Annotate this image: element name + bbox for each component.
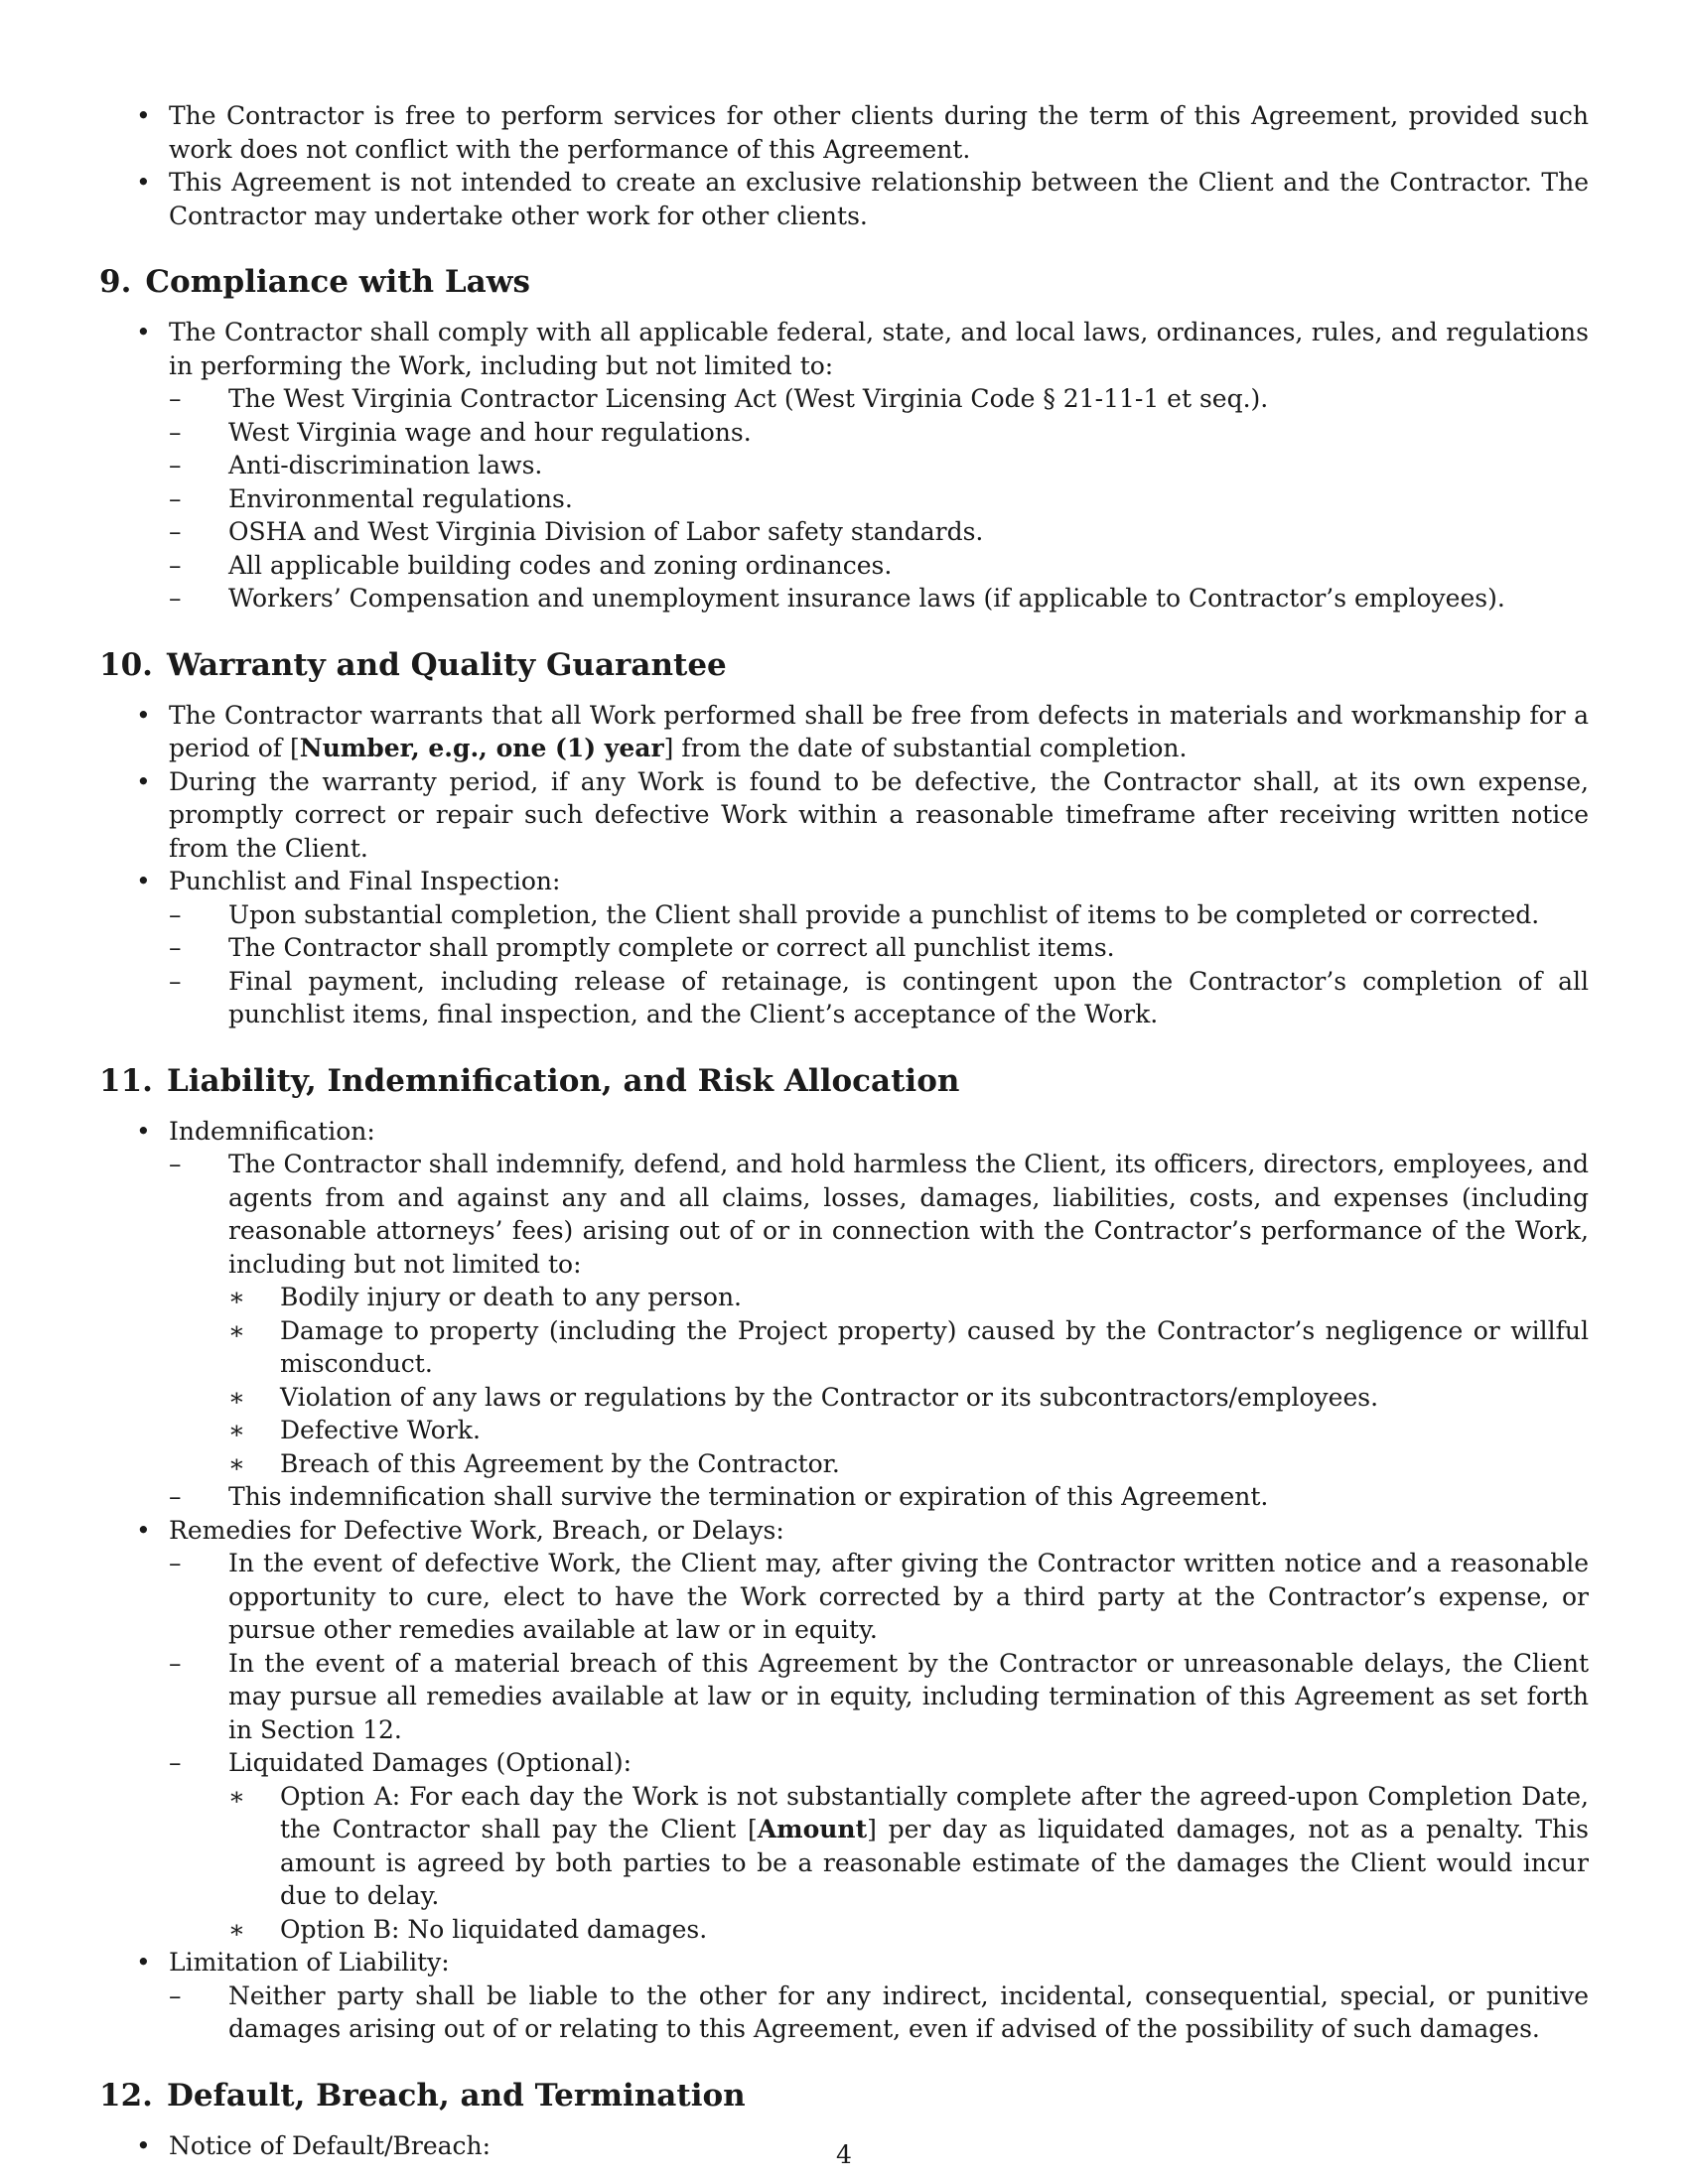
remedies-defective-work: – In the event of defective Work, the Client may, after giving the Contractor written notice and a reasonable opportunity to cure, elect to have the Work corrected by a third party at the Contractor’s expense, or pursue other remedies available at law or in equity. <box>169 1547 1589 1647</box>
liquidated-damages-item <box>169 1746 1589 1946</box>
warranty-period-placeholder: Number, e.g., one (1) year <box>299 734 664 762</box>
limitation-label: Limitation of Liability: <box>169 1948 450 1977</box>
section-10-heading <box>99 645 1589 685</box>
section-9-bullet <box>99 316 1589 615</box>
section-9-heading <box>99 262 1589 302</box>
section-9-title: Compliance with Laws <box>145 264 530 300</box>
intro-bullet-list <box>99 99 1589 232</box>
section-10-title: Warranty and Quality Guarantee <box>166 646 727 683</box>
limitation-text: – Neither party shall be liable to the other for any indirect, incidental, consequential, special, or punitive damages arising out of or relating to this Agreement, even if advised of the possibility of such damages. <box>169 1979 1589 2046</box>
section-11-heading <box>99 1061 1589 1101</box>
law-item-6: – All applicable building codes and zoning ordinances. <box>169 549 1589 583</box>
liquidated-damages-option-a <box>228 1780 1589 1913</box>
section-9-number: 9. <box>99 264 132 300</box>
warranty-text-pre: The Contractor warrants that all Work performed shall be free from defects in materials and workmanship for a period of [ <box>169 700 1589 762</box>
option-a-text-post: ] per day as liquidated damages, not as a penalty. This amount is agreed by both parties to be a reasonable estimate of the damages the Client would incur due to delay. <box>280 1815 1589 1910</box>
remedies-sublist <box>169 1547 1589 1946</box>
indemnification-item-3: ∗ Violation of any laws or regulations by the Contractor or its subcontractors/employees. <box>228 1381 1589 1415</box>
indemnification-item-4: ∗ Defective Work. <box>228 1414 1589 1447</box>
indemnification-bullet <box>99 1115 1589 1514</box>
section-12-number: 12. <box>99 2077 153 2114</box>
section-10-list <box>99 699 1589 1031</box>
punchlist-item-2: – The Contractor shall promptly complete or correct all punchlist items. <box>169 931 1589 965</box>
law-item-3: – Anti-discrimination laws. <box>169 449 1589 482</box>
limitation-sublist <box>169 1979 1589 2046</box>
section-10-number: 10. <box>99 646 153 683</box>
indemnification-sublist <box>169 1148 1589 1514</box>
page-number: 4 <box>836 2140 852 2169</box>
remedies-breach: – In the event of a material breach of this Agreement by the Contractor or unreasonable delays, the Client may pursue all remedies available at law or in equity, including termination of this Agreement as set forth in Section 12. <box>169 1647 1589 1747</box>
section-9-list <box>99 316 1589 615</box>
intro-bullet-1: • The Contractor is free to perform services for other clients during the term of this Agreement, provided such work does not conflict with the performance of this Agreement. <box>99 99 1589 166</box>
law-item-1: – The West Virginia Contractor Licensing Act (West Virginia Code § 21-11-1 et seq.). <box>169 382 1589 416</box>
punchlist-items <box>169 898 1589 1031</box>
indemnification-item-5: ∗ Breach of this Agreement by the Contractor. <box>228 1447 1589 1481</box>
indemnification-item-2: ∗ Damage to property (including the Project property) caused by the Contractor’s negligence or willful misconduct. <box>228 1314 1589 1381</box>
indemnification-item-1: ∗ Bodily injury or death to any person. <box>228 1281 1589 1314</box>
punchlist-bullet <box>99 865 1589 1031</box>
section-12-title: Default, Breach, and Termination <box>166 2077 746 2114</box>
law-item-2: – West Virginia wage and hour regulations. <box>169 416 1589 450</box>
remedies-bullet <box>99 1514 1589 1947</box>
section-11-list <box>99 1115 1589 2046</box>
notice-of-default-bullet: • Notice of Default/Breach: <box>99 2129 1589 2163</box>
section-11-title: Liability, Indemnification, and Risk Allocation <box>166 1062 960 1099</box>
law-item-5: – OSHA and West Virginia Division of Labor safety standards. <box>169 515 1589 549</box>
indemnification-clause: The Contractor shall indemnify, defend, and hold harmless the Client, its officers, directors, employees, and agents from and against any and all claims, losses, damages, liabilities, costs, and expenses (including reasonable attorneys’ fees) arising out of or in connection with the Contractor’s performance of the Work, including but not limited to: <box>228 1150 1589 1279</box>
law-item-4: – Environmental regulations. <box>169 482 1589 516</box>
liquidated-damages-option-b: ∗ Option B: No liquidated damages. <box>228 1913 1589 1947</box>
section-9-laws-list <box>169 382 1589 615</box>
liquidated-damages-label: Liquidated Damages (Optional): <box>228 1748 633 1777</box>
option-a-text-pre: Option A: For each day the Work is not substantially complete after the agreed-upon Completion Date, the Contractor shall pay the Client [ <box>280 1781 1589 1843</box>
section-11-number: 11. <box>99 1062 153 1099</box>
warranty-period-bullet <box>99 699 1589 765</box>
indemnification-text <box>169 1148 1589 1480</box>
section-12-heading <box>99 2076 1589 2116</box>
limitation-bullet <box>99 1946 1589 2046</box>
indemnification-survival: – This indemnification shall survive the termination or expiration of this Agreement. <box>169 1480 1589 1514</box>
indemnification-label: Indemnification: <box>169 1116 375 1146</box>
indemnification-items <box>228 1281 1589 1480</box>
punchlist-item-3: – Final payment, including release of retainage, is contingent upon the Contractor’s completion of all punchlist items, final inspection, and the Client’s acceptance of the Work. <box>169 965 1589 1031</box>
amount-placeholder: Amount <box>757 1815 868 1843</box>
section-9-bullet-text: The Contractor shall comply with all applicable federal, state, and local laws, ordinances, rules, and regulations in performing the Work, including but not limited to: <box>169 318 1589 380</box>
warranty-text-post: ] from the date of substantial completion. <box>663 734 1188 762</box>
punchlist-label: Punchlist and Final Inspection: <box>169 867 561 895</box>
liquidated-damages-options <box>228 1780 1589 1947</box>
page-content <box>99 99 1589 2162</box>
remedies-label: Remedies for Defective Work, Breach, or Delays: <box>169 1515 784 1545</box>
intro-bullet-2: • This Agreement is not intended to create an exclusive relationship between the Client and the Contractor. The Contractor may undertake other work for other clients. <box>99 166 1589 232</box>
warranty-repair-bullet: • During the warranty period, if any Work is found to be defective, the Contractor shall, at its own expense, promptly correct or repair such defective Work within a reasonable timeframe after receiving written notice from the Client. <box>99 765 1589 866</box>
law-item-7: – Workers’ Compensation and unemployment insurance laws (if applicable to Contractor’s employees). <box>169 582 1589 615</box>
punchlist-item-1: – Upon substantial completion, the Client shall provide a punchlist of items to be completed or corrected. <box>169 898 1589 932</box>
